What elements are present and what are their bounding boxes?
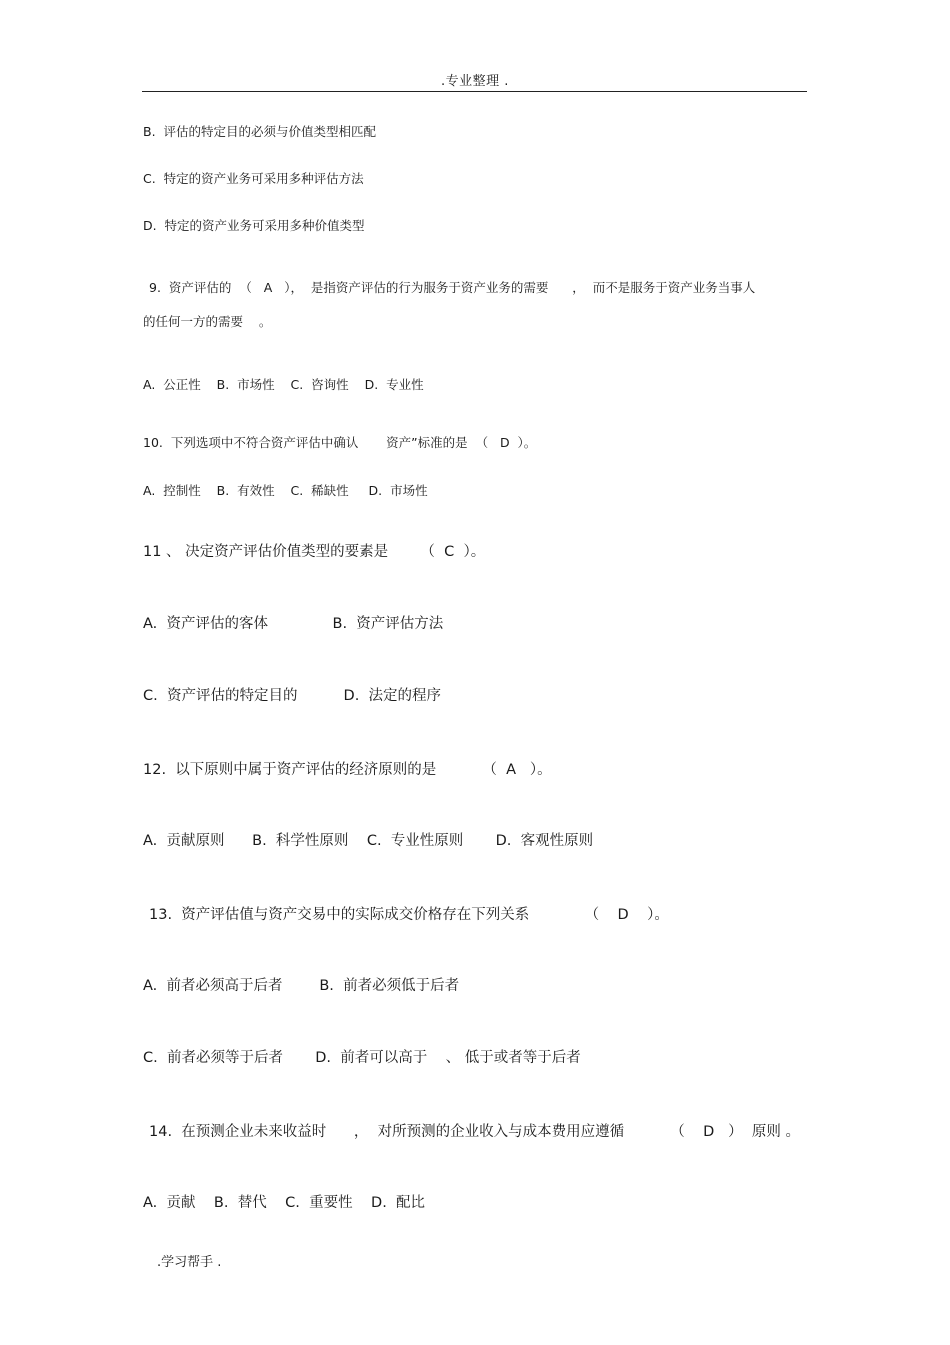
question-12-options: A. 贡献原则 B. 科学性原则 C. 专业性原则 D. 客观性原则	[143, 833, 594, 849]
option-8b: B. 评估的特定目的必须与价值类型相匹配	[143, 124, 376, 139]
header-divider	[142, 91, 807, 92]
question-11-options-cd: C. 资产评估的特定目的 D. 法定的程序	[143, 688, 442, 704]
page-footer: .学习帮手 .	[157, 1255, 222, 1270]
question-9-cont: 的任何一方的需要 。	[143, 314, 272, 329]
question-11-options-ab: A. 资产评估的客体 B. 资产评估方法	[143, 616, 444, 632]
question-13-options-cd: C. 前者必须等于后者 D. 前者可以高于 、 低于或者等于后者	[143, 1050, 581, 1066]
option-8d: D. 特定的资产业务可采用多种价值类型	[143, 218, 365, 233]
question-10-options: A. 控制性 B. 有效性 C. 稀缺性 D. 市场性	[143, 483, 428, 498]
question-13-options-ab: A. 前者必须高于后者 B. 前者必须低于后者	[143, 978, 460, 994]
question-11: 11 、 决定资产评估价值类型的要素是 （ C ）。	[143, 544, 486, 560]
question-13: 13. 资产评估值与资产交易中的实际成交价格存在下列关系 （ D ）。	[149, 907, 669, 923]
option-8c: C. 特定的资产业务可采用多种评估方法	[143, 171, 364, 186]
page-header: .专业整理 .	[441, 74, 509, 89]
question-14-options: A. 贡献 B. 替代 C. 重要性 D. 配比	[143, 1195, 426, 1211]
question-9: 9. 资产评估的 （ A ）， 是指资产评估的行为服务于资产业务的需要 ， 而不是服务于资产业务当事人	[149, 280, 756, 295]
question-9-options: A. 公正性 B. 市场性 C. 咨询性 D. 专业性	[143, 377, 424, 392]
question-14: 14. 在预测企业未来收益时 ， 对所预测的企业收入与成本费用应遵循 （ D ） 原则 。	[149, 1124, 800, 1140]
question-10: 10. 下列选项中不符合资产评估中确认 资产”标准的是 （ D ）。	[143, 435, 537, 450]
question-12: 12. 以下原则中属于资产评估的经济原则的是 （ A ）。	[143, 762, 552, 778]
